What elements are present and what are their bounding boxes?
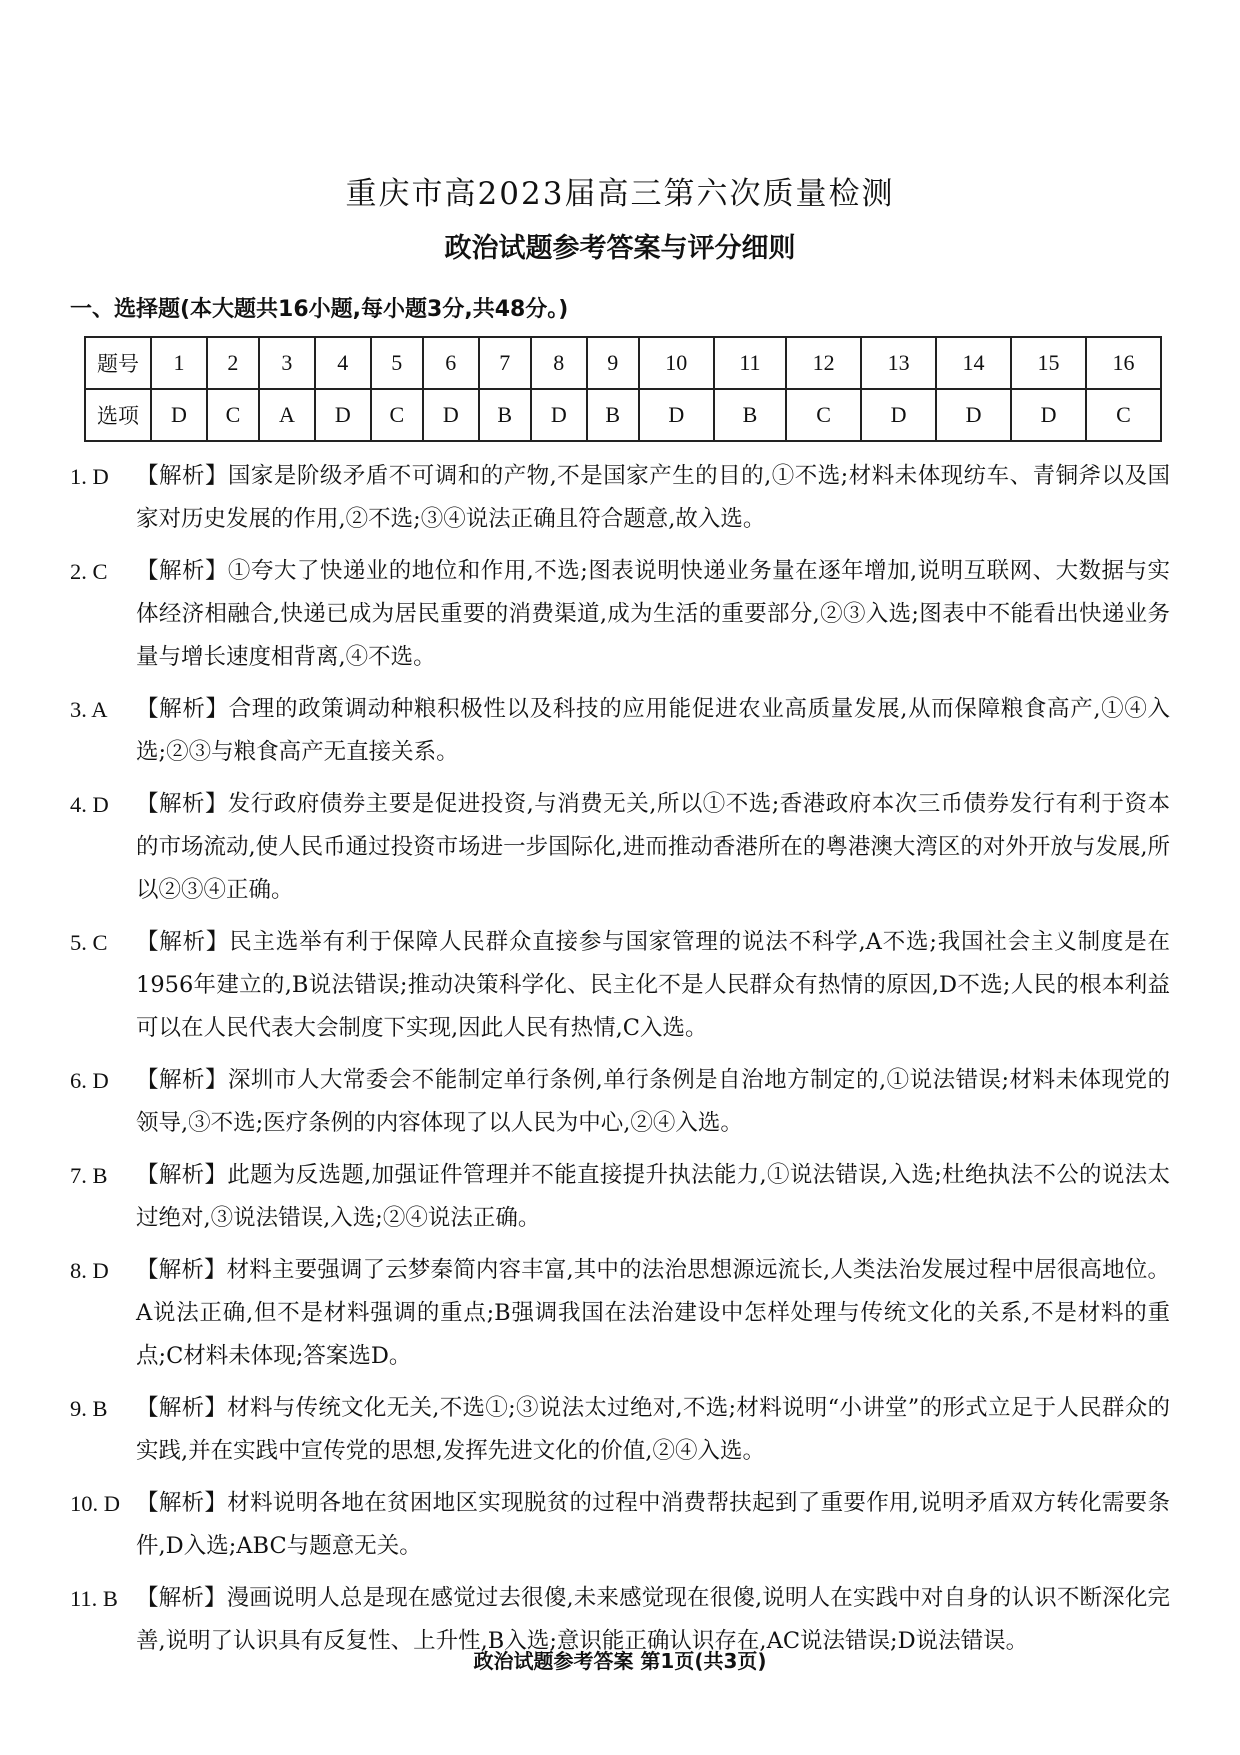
item-text: 【解析】合理的政策调动种粮积极性以及科技的应用能促进农业高质量发展,从而保障粮食高产,①④入选;②③与粮食高产无直接关系。 [136, 696, 1170, 765]
answer-cell: B [479, 389, 531, 441]
section-heading: 一、选择题(本大题共16小题,每小题3分,共48分。) [70, 297, 569, 322]
item-text: 【解析】材料主要强调了云梦秦简内容丰富,其中的法治思想源远流长,人类法治发展过程中居很高地位。A说法正确,但不是材料强调的重点;B强调我国在法治建设中怎样处理与传统文化的关系,不是材料的重点;C材料未体现;答案选D。 [136, 1257, 1170, 1369]
page-footer: 政治试题参考答案 第1页(共3页) [473, 1649, 767, 1673]
question-number-cell: 13 [861, 337, 936, 389]
item-text: 【解析】国家是阶级矛盾不可调和的产物,不是国家产生的目的,①不选;材料未体现纺车、青铜斧以及国家对历史发展的作用,②不选;③④说法正确且符合题意,故入选。 [136, 463, 1170, 532]
item-number: 5. C [70, 930, 108, 955]
question-number-cell: 12 [786, 337, 861, 389]
item-number: 6. D [70, 1068, 109, 1093]
question-number-cell: 1 [151, 337, 207, 389]
explanation-item [70, 783, 1170, 912]
answer-label: 选项 [85, 389, 151, 441]
explanation-list [70, 455, 1170, 1672]
answer-table [84, 336, 1162, 442]
question-number-cell: 16 [1086, 337, 1161, 389]
answer-cell: C [786, 389, 861, 441]
answer-cell: B [587, 389, 639, 441]
document-subtitle: 政治试题参考答案与评分细则 [444, 233, 796, 264]
explanation-item [70, 1387, 1170, 1473]
answer-cell: D [1011, 389, 1086, 441]
explanation-item [70, 1482, 1170, 1568]
question-number-cell: 5 [371, 337, 423, 389]
item-number: 7. B [70, 1163, 108, 1188]
question-number-cell: 10 [639, 337, 714, 389]
item-text: 【解析】材料说明各地在贫困地区实现脱贫的过程中消费帮扶起到了重要作用,说明矛盾双方转化需要条件,D入选;ABC与题意无关。 [136, 1490, 1170, 1559]
question-number-cell: 15 [1011, 337, 1086, 389]
question-number-cell: 4 [315, 337, 371, 389]
item-number: 3. A [70, 697, 108, 722]
answer-row [85, 389, 1161, 441]
answer-cell: B [714, 389, 786, 441]
item-number: 4. D [70, 792, 109, 817]
item-text: 【解析】深圳市人大常委会不能制定单行条例,单行条例是自治地方制定的,①说法错误;材料未体现党的领导,③不选;医疗条例的内容体现了以人民为中心,②④入选。 [136, 1067, 1170, 1136]
question-number-row [85, 337, 1161, 389]
item-text: 【解析】①夸大了快递业的地位和作用,不选;图表说明快递业务量在逐年增加,说明互联网、大数据与实体经济相融合,快递已成为居民重要的消费渠道,成为生活的重要部分,②③入选;图表中不能看出快递业务量与增长速度相背离,④不选。 [136, 558, 1170, 670]
explanation-item [70, 688, 1170, 774]
item-text: 【解析】此题为反选题,加强证件管理并不能直接提升执法能力,①说法错误,入选;杜绝执法不公的说法太过绝对,③说法错误,入选;②④说法正确。 [136, 1162, 1170, 1231]
item-number: 8. D [70, 1258, 109, 1283]
explanation-item [70, 1249, 1170, 1378]
question-number-label: 题号 [85, 337, 151, 389]
question-number-cell: 8 [531, 337, 587, 389]
item-number: 11. B [70, 1586, 118, 1611]
explanation-item [70, 455, 1170, 541]
item-text: 【解析】材料与传统文化无关,不选①;③说法太过绝对,不选;材料说明“小讲堂”的形式立足于人民群众的实践,并在实践中宣传党的思想,发挥先进文化的价值,②④入选。 [136, 1395, 1170, 1464]
item-text: 【解析】发行政府债券主要是促进投资,与消费无关,所以①不选;香港政府本次三币债券发行有利于资本的市场流动,使人民币通过投资市场进一步国际化,进而推动香港所在的粤港澳大湾区的对外开放与发展,所以②③④正确。 [136, 791, 1170, 903]
explanation-item [70, 1059, 1170, 1145]
explanation-item [70, 550, 1170, 679]
answer-cell: C [207, 389, 259, 441]
answer-cell: C [1086, 389, 1161, 441]
answer-cell: D [315, 389, 371, 441]
item-number: 9. B [70, 1396, 108, 1421]
answer-cell: D [936, 389, 1011, 441]
document-title: 重庆市高2023届高三第六次质量检测 [345, 176, 895, 212]
explanation-item [70, 1154, 1170, 1240]
answer-cell: C [371, 389, 423, 441]
question-number-cell: 3 [259, 337, 315, 389]
item-number: 10. D [70, 1491, 120, 1516]
answer-cell: D [151, 389, 207, 441]
question-number-cell: 6 [423, 337, 479, 389]
item-number: 2. C [70, 559, 108, 584]
answer-cell: D [639, 389, 714, 441]
explanation-item [70, 921, 1170, 1050]
question-number-cell: 2 [207, 337, 259, 389]
question-number-cell: 7 [479, 337, 531, 389]
answer-cell: A [259, 389, 315, 441]
answer-cell: D [423, 389, 479, 441]
question-number-cell: 11 [714, 337, 786, 389]
item-text: 【解析】民主选举有利于保障人民群众直接参与国家管理的说法不科学,A不选;我国社会主义制度是在1956年建立的,B说法错误;推动决策科学化、民主化不是人民群众有热情的原因,D不选;人民的根本利益可以在人民代表大会制度下实现,因此人民有热情,C入选。 [136, 929, 1170, 1041]
question-number-cell: 9 [587, 337, 639, 389]
answer-cell: D [531, 389, 587, 441]
item-text: 【解析】漫画说明人总是现在感觉过去很傻,未来感觉现在很傻,说明人在实践中对自身的认识不断深化完善,说明了认识具有反复性、上升性,B入选;意识能正确认识存在,AC说法错误;D说法错误。 [136, 1585, 1170, 1654]
question-number-cell: 14 [936, 337, 1011, 389]
item-number: 1. D [70, 464, 109, 489]
answer-cell: D [861, 389, 936, 441]
